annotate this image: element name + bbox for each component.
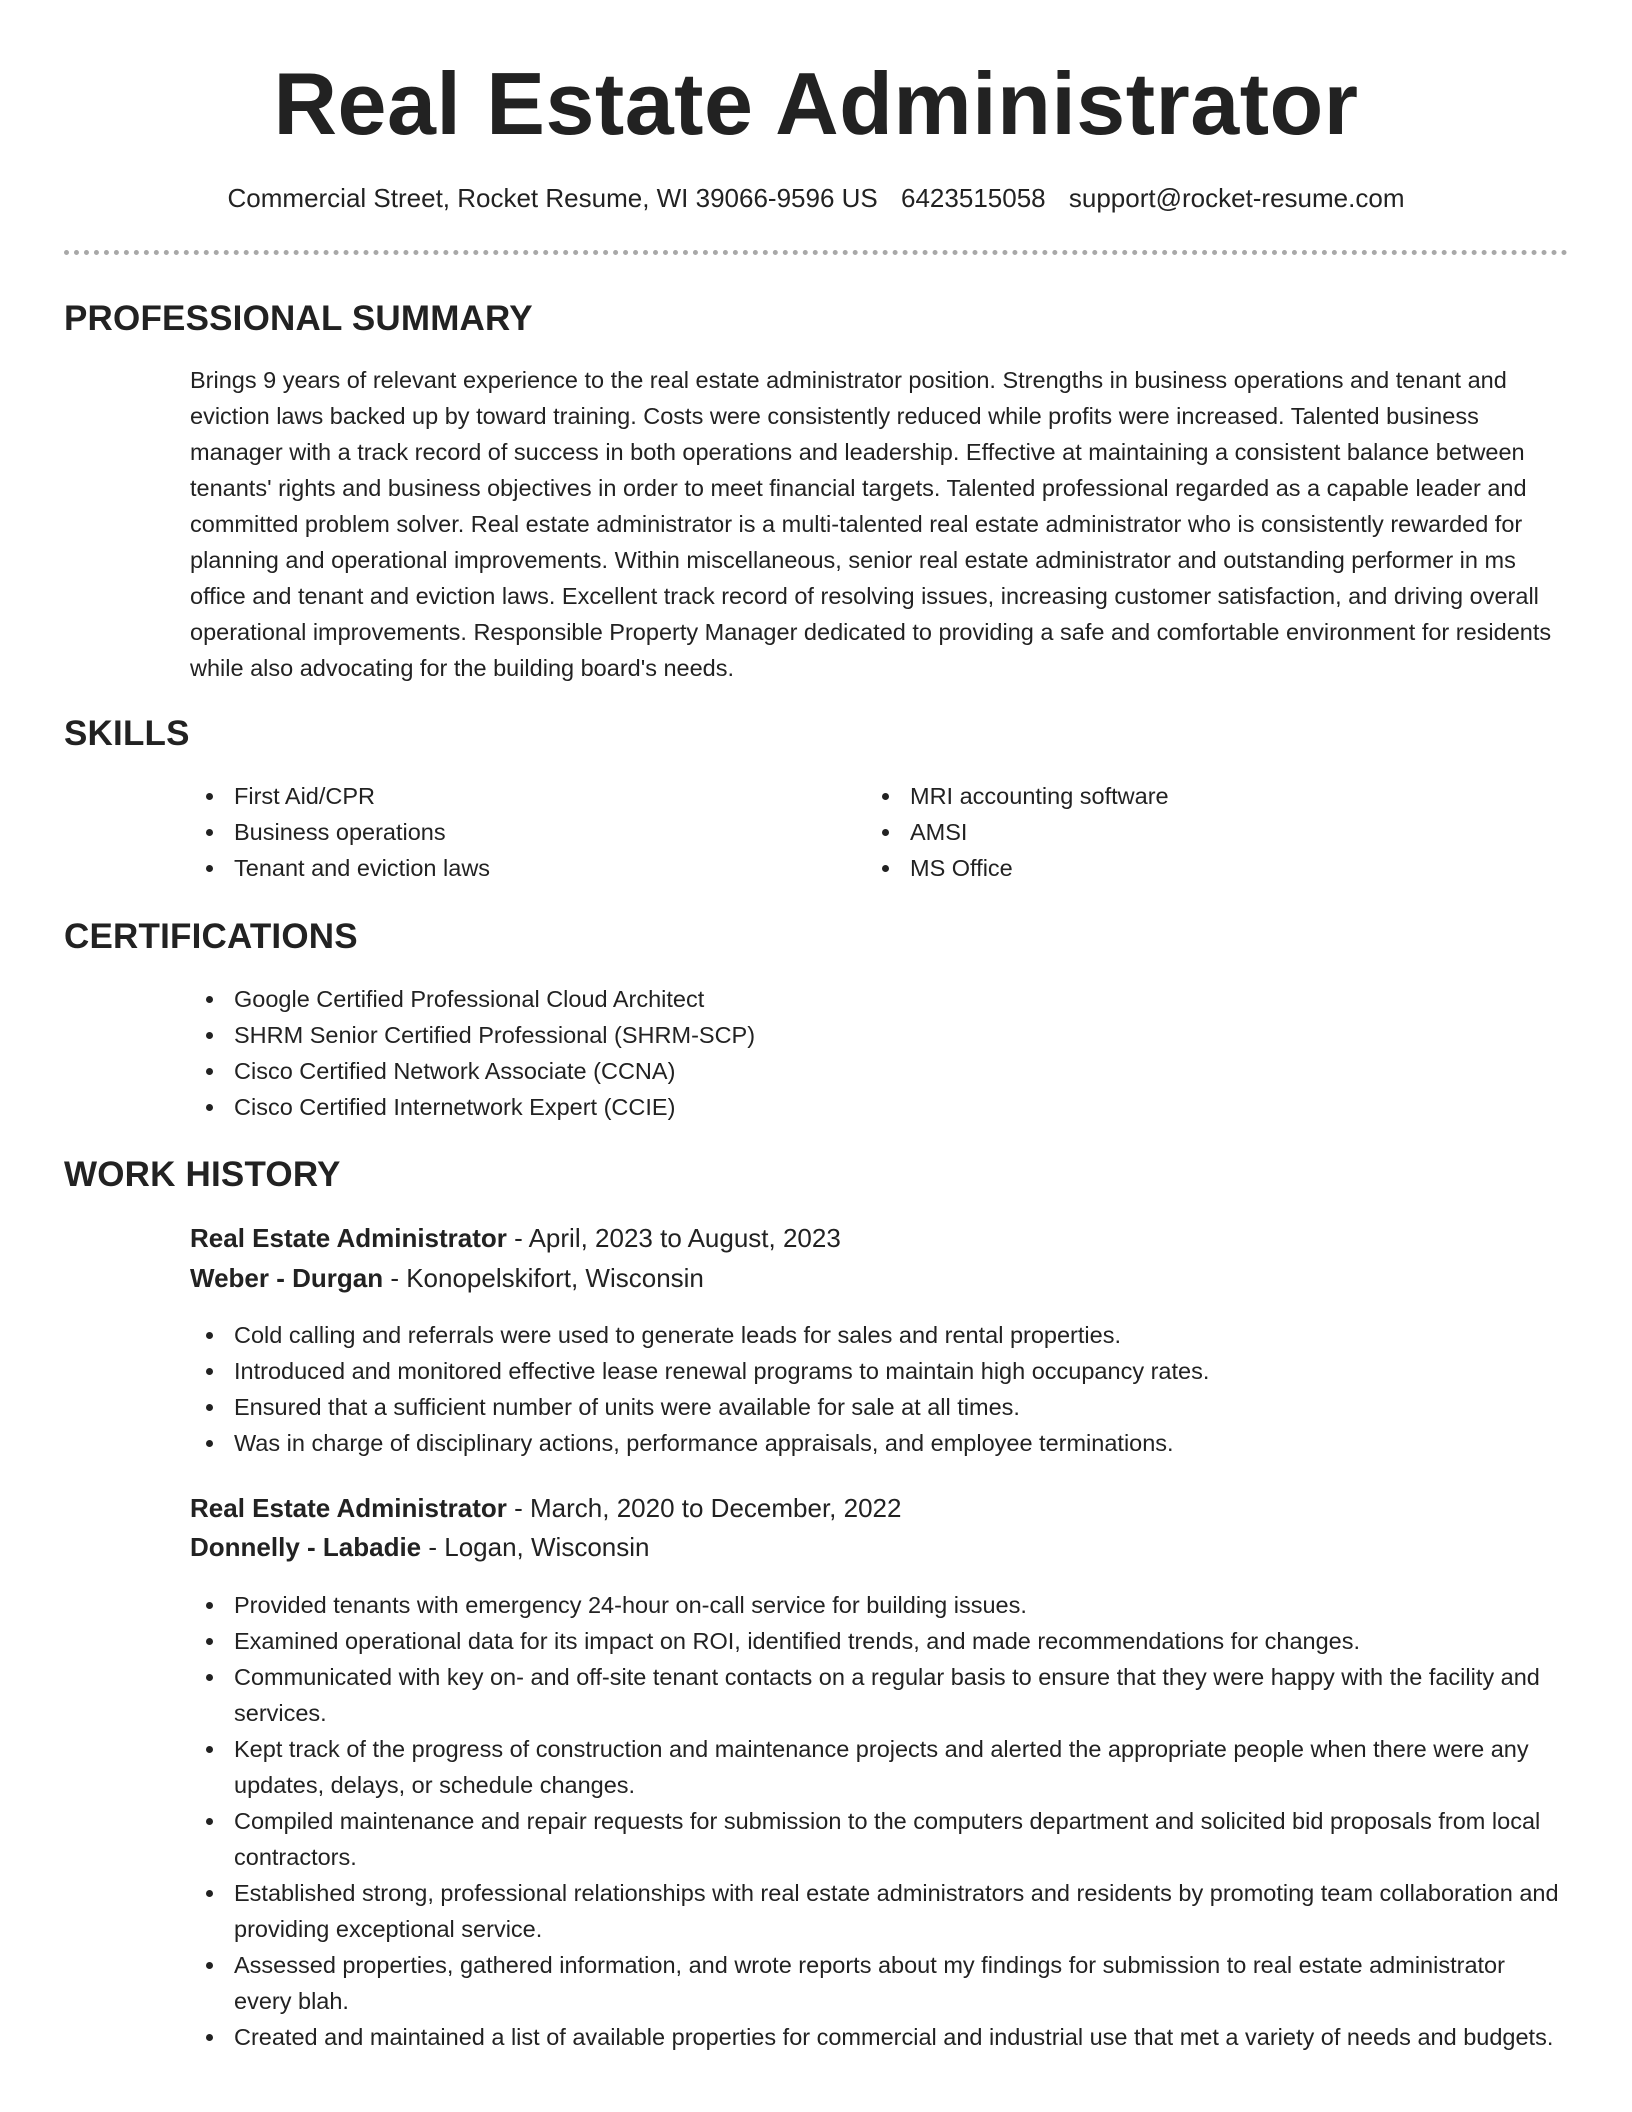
list-item: Introduced and monitored effective lease renewal programs to maintain high occupancy rates.	[190, 1353, 1568, 1389]
list-item: Business operations	[190, 814, 830, 850]
skills-list-left	[190, 778, 830, 886]
job-location: - Konopelskifort, Wisconsin	[383, 1263, 704, 1293]
resume-page	[64, 0, 1568, 2050]
contact-email: support@rocket-resume.com	[1068, 183, 1405, 213]
job-title-line	[190, 1488, 901, 1528]
list-item: First Aid/CPR	[190, 778, 830, 814]
certifications-list	[190, 981, 1568, 1125]
summary-heading: PROFESSIONAL SUMMARY	[64, 299, 533, 338]
certifications-heading: CERTIFICATIONS	[64, 917, 358, 956]
skills-heading: SKILLS	[64, 714, 190, 753]
job-duties-list	[190, 1317, 1568, 1461]
job-dates: - April, 2023 to August, 2023	[506, 1223, 841, 1253]
list-item: Communicated with key on- and off-site tenant contacts on a regular basis to ensure that they were happy with the facility and services.	[190, 1659, 1568, 1731]
skills-list-right	[866, 778, 1506, 886]
list-item: Cisco Certified Internetwork Expert (CCIE)	[190, 1089, 1568, 1125]
work-history-heading: WORK HISTORY	[64, 1155, 341, 1194]
job-location: - Logan, Wisconsin	[421, 1532, 650, 1562]
summary-text: Brings 9 years of relevant experience to the real estate administrator position. Strengths in business operations and tenant and eviction laws backed up by toward training. Costs were consistently reduced while profits were increased. Talented business manager with a track record of success in both operations and leadership. Effective at maintaining a consistent balance between tenants' rights and business objectives in order to meet financial targets. Talented professional regarded as a capable leader and committed problem solver. Real estate administrator is a multi-talented real estate administrator who is consistently rewarded for planning and operational improvements. Within miscellaneous, senior real estate administrator and outstanding performer in ms office and tenant and eviction laws. Excellent track record of resolving issues, increasing customer satisfaction, and driving overall operational improvements. Responsible Property Manager dedicated to providing a safe and comfortable environment for residents while also advocating for the building board's needs.	[190, 367, 1552, 681]
candidate-name: Real Estate Administrator	[273, 54, 1359, 153]
list-item: SHRM Senior Certified Professional (SHRM-SCP)	[190, 1017, 1568, 1053]
list-item: Provided tenants with emergency 24-hour on-call service for building issues.	[190, 1587, 1568, 1623]
header-divider	[64, 250, 1568, 255]
list-item: Compiled maintenance and repair requests for submission to the computers department and solicited bid proposals from local contractors.	[190, 1803, 1568, 1875]
job-company: Weber - Durgan	[190, 1263, 384, 1293]
job-duties-list	[190, 1587, 1568, 2055]
contact-line	[64, 182, 1568, 214]
contact-address: Commercial Street, Rocket Resume, WI 39066-9596 US	[227, 183, 878, 213]
list-item: Cold calling and referrals were used to generate leads for sales and rental properties.	[190, 1317, 1568, 1353]
list-item: Was in charge of disciplinary actions, performance appraisals, and employee terminations.	[190, 1425, 1568, 1461]
list-item: Examined operational data for its impact on ROI, identified trends, and made recommendations for changes.	[190, 1623, 1568, 1659]
list-item: Cisco Certified Network Associate (CCNA)	[190, 1053, 1568, 1089]
list-item: Tenant and eviction laws	[190, 850, 830, 886]
list-item: MS Office	[866, 850, 1506, 886]
job-company: Donnelly - Labadie	[190, 1532, 422, 1562]
job-role: Real Estate Administrator	[190, 1493, 507, 1523]
job-role: Real Estate Administrator	[190, 1223, 507, 1253]
list-item: Created and maintained a list of available properties for commercial and industrial use that met a variety of needs and budgets.	[190, 2019, 1568, 2055]
list-item: MRI accounting software	[866, 778, 1506, 814]
list-item: Ensured that a sufficient number of units were available for sale at all times.	[190, 1389, 1568, 1425]
list-item: Google Certified Professional Cloud Architect	[190, 981, 1568, 1017]
job-company-line	[190, 1527, 649, 1567]
list-item: Assessed properties, gathered information, and wrote reports about my findings for submission to real estate administrator every blah.	[190, 1947, 1568, 2019]
list-item: Established strong, professional relationships with real estate administrators and residents by promoting team collaboration and providing exceptional service.	[190, 1875, 1568, 1947]
job-company-line	[190, 1258, 704, 1298]
job-dates: - March, 2020 to December, 2022	[506, 1493, 902, 1523]
job-title-line	[190, 1218, 841, 1258]
list-item: Kept track of the progress of construction and maintenance projects and alerted the appropriate people when there were any updates, delays, or schedule changes.	[190, 1731, 1568, 1803]
contact-phone: 6423515058	[901, 183, 1046, 213]
list-item: AMSI	[866, 814, 1506, 850]
